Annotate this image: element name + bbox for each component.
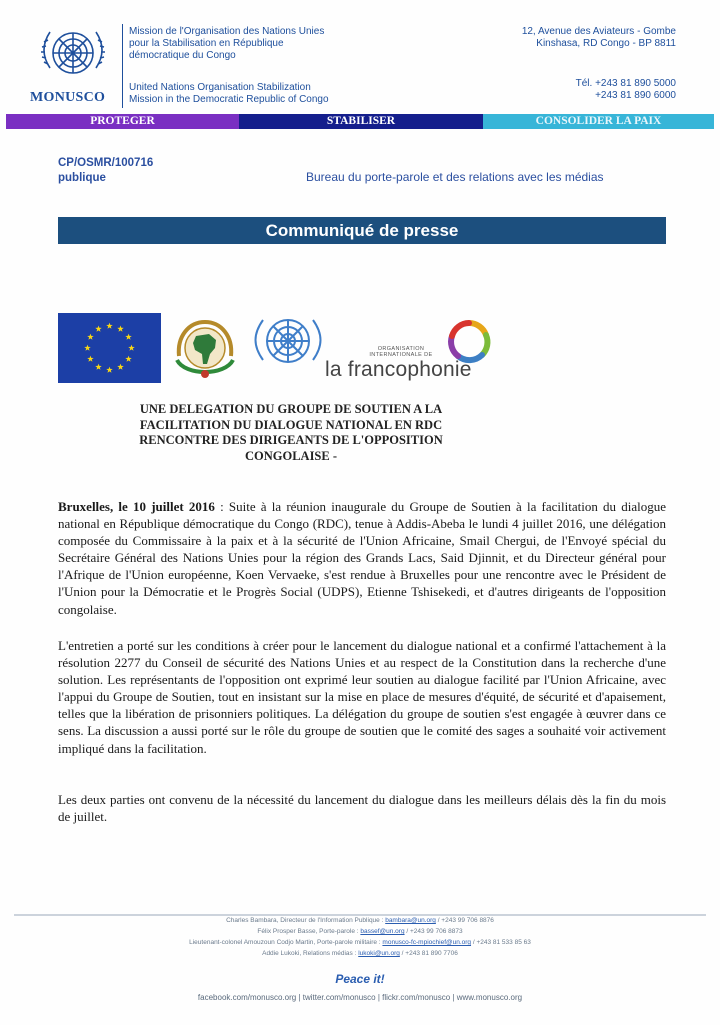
mission-fr-line: Mission de l'Organisation des Nations Unies <box>129 26 325 37</box>
mission-en-line: United Nations Organisation Stabilization <box>129 82 311 93</box>
footer-contact <box>0 949 720 958</box>
motto-proteger: PROTEGER <box>6 114 239 129</box>
footer-contact <box>0 927 720 936</box>
francophonie-org-label <box>356 346 446 358</box>
un-logo <box>36 22 110 88</box>
footer-social-links[interactable]: facebook.com/monusco.org | twitter.com/monusco | flickr.com/monusco | www.monusco.org <box>197 993 523 1002</box>
body-paragraph-2: L'entretien a porté sur les conditions à créer pour le lancement du dialogue national et a confirmé l'attachement à la résolution 2277 du Conseil de sécurité des Nations Unies et au respect de la Constitution dans la recherche d'une solution. Les représentants de l'opposition ont exprimé leur soutien au dialogue facilité par l'Union Africaine, avec l'appui du Groupe de Soutien, tout en insistant sur la mise en place de mesures d'équité, de sécurité et d'apaisement, telles que la libération de prisonniers politiques. La délégation du groupe de soutien s'est engagée à œuvrer dans ce sens. La discussion a aussi porté sur le rôle du groupe de soutien que le comité des sages a souhaité voir activement impliqué dans la facilitation. <box>58 638 666 756</box>
paragraph-1-text: : Suite à la réunion inaugurale du Groupe de Soutien à la facilitation du dialogue national en République démocratique du Congo (RDC), tenue à Addis-Abeba le lundi 4 juillet 2016, une délégation composée du Commissaire à la paix et à la sécurité de l'Union Africaine, Smail Chergui, de l'Envoyé spécial du Secrétaire Général des Nations Unies pour la région des Grands Lacs, Said Djinnit, et du Directeur général pour l'Afrique de l'Union européenne, Koen Vervaeke, s'est rendue à Bruxelles pour une rencontre avec le Président de l'Union pour la Démocratie et le Progrès Social (UDPS), Etienne Tshisekedi, et d'autres dirigeants de l'opposition congolaise. <box>58 499 666 617</box>
mission-name-fr <box>129 26 359 62</box>
contact-email-link[interactable]: lukoki@un.org <box>358 950 400 957</box>
motto-consolider: CONSOLIDER LA PAIX <box>483 114 714 129</box>
monusco-wordmark: MONUSCO <box>30 90 106 105</box>
bureau-name: Bureau du porte-parole et des relations avec les médias <box>306 170 604 184</box>
francophonie-name: la francophonie <box>325 358 472 381</box>
headline-line: FACILITATION DU DIALOGUE NATIONAL EN RDC <box>139 417 443 432</box>
footer-slogan: Peace it! <box>335 972 385 986</box>
motto-band <box>6 114 714 129</box>
mission-name-en <box>129 82 359 106</box>
document-title: Communiqué de presse <box>58 217 666 244</box>
francophonie-ring-logo <box>444 318 494 364</box>
contact-phone: / +243 81 533 85 63 <box>471 939 531 946</box>
francophonie-small-line: INTERNATIONALE DE <box>369 352 433 358</box>
address-block <box>470 26 676 50</box>
contact-email-link[interactable]: bassef@un.org <box>360 928 405 935</box>
headline-line: RENCONTRE DES DIRIGEANTS DE L'OPPOSITION <box>139 433 443 447</box>
reference-visibility: publique <box>58 172 106 184</box>
african-union-logo <box>169 316 241 382</box>
mission-en-line: Mission in the Democratic Republic of Congo <box>129 94 329 105</box>
address-line: Kinshasa, RD Congo - BP 8811 <box>536 38 676 49</box>
francophonie-small-line: ORGANISATION <box>377 346 425 352</box>
reference-block <box>58 156 153 186</box>
motto-stabiliser: STABILISER <box>239 114 483 129</box>
contact-phone: / +243 99 706 8873 <box>404 928 463 935</box>
mission-fr-line: pour la Stabilisation en République <box>129 38 284 49</box>
phone-block <box>520 78 676 102</box>
united-nations-logo <box>247 310 329 376</box>
phone-line: Tél. +243 81 890 5000 <box>575 78 676 89</box>
headline-line: UNE DELEGATION DU GROUPE DE SOUTIEN A LA <box>139 402 443 416</box>
contact-phone: / +243 81 890 7706 <box>399 950 458 957</box>
eu-flag-logo <box>58 313 161 383</box>
contact-email-link[interactable]: bambara@un.org <box>385 917 436 924</box>
contact-text: Charles Bambara, Directeur de l'Information Publique : <box>226 917 386 924</box>
header-divider <box>122 24 123 108</box>
contact-text: Addie Lukoki, Relations médias : <box>262 950 359 957</box>
contact-text: Félix Prosper Basse, Porte-parole : <box>257 928 361 935</box>
headline-line: CONGOLAISE - <box>244 448 338 463</box>
reference-number: CP/OSMR/100716 <box>58 157 154 169</box>
contact-phone: / +243 99 706 8876 <box>435 917 494 924</box>
address-line: 12, Avenue des Aviateurs - Gombe <box>521 26 676 37</box>
footer-contact <box>0 916 720 925</box>
body-paragraph-3: Les deux parties ont convenu de la nécessité du lancement du dialogue dans les meilleurs délais dès la fin du mois de juillet. <box>58 792 666 825</box>
mission-fr-line: démocratique du Congo <box>129 50 236 61</box>
contact-text: Lieutenant-colonel Amouzoun Codjo Martin, Porte-parole militaire : <box>189 939 383 946</box>
phone-line: +243 81 890 6000 <box>595 90 676 101</box>
contact-email-link[interactable]: monusco-fc-mpiochief@un.org <box>382 939 472 946</box>
dateline: Bruxelles, le 10 juillet 2016 <box>58 499 215 514</box>
press-headline <box>96 402 486 464</box>
footer-contact <box>0 938 720 947</box>
body-paragraph-1 <box>58 498 666 618</box>
